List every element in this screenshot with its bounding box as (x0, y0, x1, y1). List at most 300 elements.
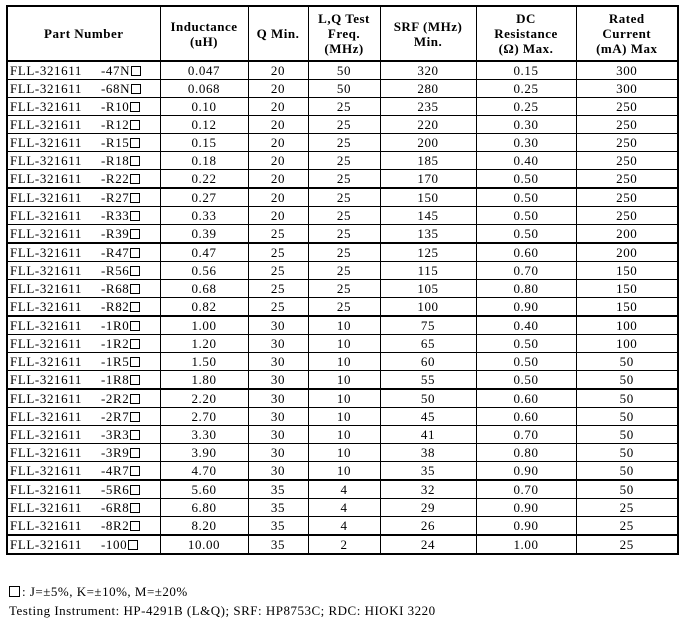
header-dcr-line2: Resistance (494, 26, 558, 41)
cell-srf: 135 (380, 225, 476, 244)
tolerance-text: : J=±5%, K=±10%, M=±20% (22, 584, 188, 599)
cell-test-freq: 10 (308, 389, 380, 408)
cell-rated-current: 25 (576, 535, 678, 554)
cell-dc-resistance: 0.50 (476, 335, 576, 353)
table-row (7, 517, 678, 536)
cell-dc-resistance: 0.40 (476, 316, 576, 335)
cell-test-freq: 50 (308, 61, 380, 80)
cell-srf: 55 (380, 371, 476, 390)
tolerance-box-icon (131, 66, 141, 76)
cell-dc-resistance: 0.80 (476, 280, 576, 298)
cell-q-min: 20 (248, 116, 308, 134)
cell-part-suffix (99, 335, 160, 353)
tolerance-box-icon (130, 357, 140, 367)
cell-part-base: FLL-321611 (7, 408, 99, 426)
cell-srf: 125 (380, 243, 476, 262)
cell-dc-resistance: 0.90 (476, 499, 576, 517)
cell-srf: 320 (380, 61, 476, 80)
cell-dc-resistance: 0.25 (476, 80, 576, 98)
header-current-line1: Rated (608, 11, 645, 26)
part-suffix-text: -3R9 (101, 445, 130, 460)
cell-dc-resistance: 0.50 (476, 207, 576, 225)
cell-part-base: FLL-321611 (7, 335, 99, 353)
tolerance-box-icon (9, 586, 20, 597)
part-suffix-text: -R10 (101, 99, 130, 114)
cell-part-base: FLL-321611 (7, 207, 99, 225)
cell-part-suffix (99, 353, 160, 371)
cell-rated-current: 150 (576, 298, 678, 317)
cell-dc-resistance: 0.80 (476, 444, 576, 462)
cell-srf: 60 (380, 353, 476, 371)
cell-part-suffix (99, 80, 160, 98)
cell-part-base: FLL-321611 (7, 188, 99, 207)
cell-part-base: FLL-321611 (7, 462, 99, 481)
tolerance-box-icon (130, 156, 140, 166)
cell-rated-current: 25 (576, 499, 678, 517)
cell-rated-current: 50 (576, 444, 678, 462)
header-part-number: Part Number (7, 6, 160, 61)
tolerance-box-icon (130, 412, 140, 422)
cell-part-suffix (99, 152, 160, 170)
table-row (7, 535, 678, 554)
cell-q-min: 30 (248, 408, 308, 426)
cell-dc-resistance: 0.90 (476, 298, 576, 317)
cell-rated-current: 150 (576, 262, 678, 280)
cell-inductance: 1.00 (160, 316, 248, 335)
cell-dc-resistance: 0.15 (476, 61, 576, 80)
cell-srf: 50 (380, 389, 476, 408)
part-suffix-text: -1R0 (101, 318, 130, 333)
cell-test-freq: 25 (308, 298, 380, 317)
cell-part-base: FLL-321611 (7, 389, 99, 408)
cell-test-freq: 10 (308, 426, 380, 444)
cell-srf: 220 (380, 116, 476, 134)
table-row (7, 335, 678, 353)
cell-inductance: 0.12 (160, 116, 248, 134)
cell-part-suffix (99, 426, 160, 444)
table-row (7, 170, 678, 189)
cell-part-suffix (99, 207, 160, 225)
cell-part-base: FLL-321611 (7, 316, 99, 335)
cell-dc-resistance: 0.70 (476, 426, 576, 444)
tolerance-box-icon (130, 375, 140, 385)
cell-srf: 45 (380, 408, 476, 426)
cell-q-min: 30 (248, 335, 308, 353)
tolerance-box-icon (130, 248, 140, 258)
cell-inductance: 1.80 (160, 371, 248, 390)
header-test-freq-line2: Freq. (327, 26, 361, 41)
cell-srf: 115 (380, 262, 476, 280)
cell-part-base: FLL-321611 (7, 444, 99, 462)
cell-rated-current: 250 (576, 188, 678, 207)
tolerance-box-icon (130, 521, 140, 531)
cell-q-min: 20 (248, 188, 308, 207)
cell-inductance: 4.70 (160, 462, 248, 481)
tolerance-box-icon (130, 302, 140, 312)
cell-srf: 200 (380, 134, 476, 152)
cell-inductance: 0.47 (160, 243, 248, 262)
cell-test-freq: 10 (308, 371, 380, 390)
tolerance-box-icon (130, 229, 140, 239)
cell-part-suffix (99, 371, 160, 390)
table-row (7, 426, 678, 444)
header-rated-current (576, 6, 678, 61)
part-suffix-text: -3R3 (101, 427, 130, 442)
table-row (7, 98, 678, 116)
cell-srf: 24 (380, 535, 476, 554)
part-suffix-text: -47N (101, 63, 131, 78)
cell-part-suffix (99, 408, 160, 426)
cell-test-freq: 10 (308, 408, 380, 426)
cell-rated-current: 250 (576, 152, 678, 170)
part-suffix-text: -1R2 (101, 336, 130, 351)
part-suffix-text: -R82 (101, 299, 130, 314)
cell-inductance: 1.20 (160, 335, 248, 353)
cell-dc-resistance: 0.50 (476, 170, 576, 189)
header-test-freq (308, 6, 380, 61)
cell-rated-current: 250 (576, 116, 678, 134)
cell-test-freq: 25 (308, 116, 380, 134)
cell-test-freq: 25 (308, 170, 380, 189)
table-row (7, 134, 678, 152)
table-row (7, 280, 678, 298)
cell-rated-current: 50 (576, 353, 678, 371)
part-suffix-text: -4R7 (101, 463, 130, 478)
tolerance-box-icon (128, 540, 138, 550)
header-inductance-line1: Inductance (170, 18, 238, 34)
cell-test-freq: 10 (308, 462, 380, 481)
part-suffix-text: -1R5 (101, 354, 130, 369)
cell-part-suffix (99, 170, 160, 189)
cell-rated-current: 250 (576, 170, 678, 189)
cell-dc-resistance: 0.50 (476, 371, 576, 390)
cell-rated-current: 200 (576, 243, 678, 262)
header-test-freq-line3: (MHz) (324, 41, 364, 56)
inductor-spec-table (6, 5, 679, 555)
table-row (7, 353, 678, 371)
cell-q-min: 25 (248, 225, 308, 244)
table-row (7, 80, 678, 98)
cell-inductance: 0.047 (160, 61, 248, 80)
cell-rated-current: 50 (576, 480, 678, 499)
spec-table-container (6, 5, 679, 555)
tolerance-box-icon (130, 284, 140, 294)
tolerance-box-icon (130, 102, 140, 112)
cell-part-suffix (99, 444, 160, 462)
cell-rated-current: 300 (576, 61, 678, 80)
cell-inductance: 2.70 (160, 408, 248, 426)
spec-table-body (7, 61, 678, 554)
cell-q-min: 20 (248, 207, 308, 225)
table-row (7, 444, 678, 462)
table-row (7, 61, 678, 80)
cell-srf: 105 (380, 280, 476, 298)
cell-rated-current: 50 (576, 371, 678, 390)
table-row (7, 152, 678, 170)
table-row (7, 480, 678, 499)
cell-inductance: 0.18 (160, 152, 248, 170)
cell-srf: 235 (380, 98, 476, 116)
part-suffix-text: -2R2 (101, 391, 130, 406)
cell-srf: 38 (380, 444, 476, 462)
table-row (7, 188, 678, 207)
cell-inductance: 0.33 (160, 207, 248, 225)
table-row (7, 262, 678, 280)
header-srf-line1: SRF (MHz) (393, 18, 463, 34)
cell-part-suffix (99, 188, 160, 207)
cell-q-min: 25 (248, 262, 308, 280)
cell-inductance: 0.82 (160, 298, 248, 317)
cell-part-base: FLL-321611 (7, 61, 99, 80)
part-suffix-text: -R56 (101, 263, 130, 278)
cell-q-min: 30 (248, 426, 308, 444)
cell-part-suffix (99, 134, 160, 152)
cell-part-base: FLL-321611 (7, 353, 99, 371)
cell-q-min: 30 (248, 316, 308, 335)
header-dcr-line3: (Ω) Max. (498, 41, 554, 56)
cell-test-freq: 2 (308, 535, 380, 554)
cell-test-freq: 25 (308, 134, 380, 152)
cell-test-freq: 25 (308, 98, 380, 116)
cell-part-base: FLL-321611 (7, 134, 99, 152)
tolerance-box-icon (130, 120, 140, 130)
part-suffix-text: -2R7 (101, 409, 130, 424)
cell-q-min: 20 (248, 98, 308, 116)
cell-q-min: 35 (248, 499, 308, 517)
cell-part-suffix (99, 389, 160, 408)
tolerance-box-icon (130, 211, 140, 221)
part-suffix-text: -5R6 (101, 482, 130, 497)
cell-part-base: FLL-321611 (7, 535, 99, 554)
notes (9, 582, 436, 620)
header-srf (380, 6, 476, 61)
cell-dc-resistance: 1.00 (476, 535, 576, 554)
part-suffix-text: -6R8 (101, 500, 130, 515)
part-suffix-text: -68N (101, 81, 131, 96)
table-row (7, 408, 678, 426)
part-suffix-text: -R39 (101, 226, 130, 241)
tolerance-box-icon (130, 266, 140, 276)
cell-srf: 170 (380, 170, 476, 189)
cell-rated-current: 200 (576, 225, 678, 244)
cell-srf: 41 (380, 426, 476, 444)
cell-rated-current: 25 (576, 517, 678, 536)
cell-inductance: 0.22 (160, 170, 248, 189)
cell-part-base: FLL-321611 (7, 80, 99, 98)
instrument-note: Testing Instrument: HP-4291B (L&Q); SRF: HP8753C; RDC: HIOKI 3220 (9, 603, 436, 618)
tolerance-box-icon (130, 485, 140, 495)
cell-test-freq: 25 (308, 262, 380, 280)
cell-inductance: 6.80 (160, 499, 248, 517)
cell-rated-current: 100 (576, 316, 678, 335)
table-row (7, 462, 678, 481)
cell-part-suffix (99, 243, 160, 262)
cell-part-base: FLL-321611 (7, 480, 99, 499)
cell-dc-resistance: 0.90 (476, 462, 576, 481)
cell-dc-resistance: 0.60 (476, 389, 576, 408)
cell-q-min: 35 (248, 535, 308, 554)
table-row (7, 243, 678, 262)
cell-srf: 185 (380, 152, 476, 170)
cell-srf: 145 (380, 207, 476, 225)
cell-test-freq: 25 (308, 188, 380, 207)
cell-inductance: 0.39 (160, 225, 248, 244)
cell-part-suffix (99, 98, 160, 116)
table-row (7, 116, 678, 134)
cell-part-suffix (99, 316, 160, 335)
cell-inductance: 3.30 (160, 426, 248, 444)
cell-q-min: 30 (248, 389, 308, 408)
cell-srf: 150 (380, 188, 476, 207)
cell-part-suffix (99, 280, 160, 298)
cell-rated-current: 250 (576, 207, 678, 225)
cell-dc-resistance: 0.50 (476, 225, 576, 244)
header-inductance (160, 6, 248, 61)
cell-srf: 29 (380, 499, 476, 517)
cell-q-min: 25 (248, 298, 308, 317)
tolerance-box-icon (130, 138, 140, 148)
cell-srf: 100 (380, 298, 476, 317)
cell-rated-current: 250 (576, 98, 678, 116)
cell-test-freq: 25 (308, 280, 380, 298)
cell-inductance: 0.68 (160, 280, 248, 298)
cell-test-freq: 50 (308, 80, 380, 98)
table-row (7, 316, 678, 335)
tolerance-box-icon (130, 466, 140, 476)
cell-srf: 35 (380, 462, 476, 481)
cell-srf: 65 (380, 335, 476, 353)
cell-q-min: 25 (248, 243, 308, 262)
table-row (7, 389, 678, 408)
cell-inductance: 5.60 (160, 480, 248, 499)
cell-inductance: 0.15 (160, 134, 248, 152)
header-srf-line2: Min. (413, 33, 443, 49)
cell-part-base: FLL-321611 (7, 225, 99, 244)
cell-q-min: 30 (248, 444, 308, 462)
cell-part-suffix (99, 535, 160, 554)
cell-rated-current: 150 (576, 280, 678, 298)
cell-inductance: 3.90 (160, 444, 248, 462)
cell-inductance: 1.50 (160, 353, 248, 371)
cell-dc-resistance: 0.70 (476, 262, 576, 280)
cell-q-min: 35 (248, 480, 308, 499)
cell-rated-current: 100 (576, 335, 678, 353)
cell-test-freq: 10 (308, 316, 380, 335)
cell-test-freq: 25 (308, 152, 380, 170)
cell-inductance: 8.20 (160, 517, 248, 536)
cell-part-base: FLL-321611 (7, 98, 99, 116)
cell-part-base: FLL-321611 (7, 298, 99, 317)
cell-part-suffix (99, 462, 160, 481)
cell-test-freq: 10 (308, 444, 380, 462)
cell-inductance: 0.27 (160, 188, 248, 207)
cell-part-suffix (99, 262, 160, 280)
cell-part-suffix (99, 499, 160, 517)
tolerance-note (9, 582, 436, 601)
cell-part-suffix (99, 116, 160, 134)
cell-srf: 280 (380, 80, 476, 98)
part-suffix-text: -R15 (101, 135, 130, 150)
table-row (7, 225, 678, 244)
header-row (7, 6, 678, 61)
cell-dc-resistance: 0.60 (476, 408, 576, 426)
cell-part-suffix (99, 480, 160, 499)
cell-q-min: 35 (248, 517, 308, 536)
tolerance-box-icon (130, 503, 140, 513)
tolerance-box-icon (130, 448, 140, 458)
part-suffix-text: -R22 (101, 171, 130, 186)
cell-part-base: FLL-321611 (7, 280, 99, 298)
cell-part-base: FLL-321611 (7, 116, 99, 134)
tolerance-box-icon (130, 321, 140, 331)
header-dc-resistance (476, 6, 576, 61)
cell-q-min: 30 (248, 371, 308, 390)
cell-rated-current: 300 (576, 80, 678, 98)
cell-part-suffix (99, 298, 160, 317)
cell-part-base: FLL-321611 (7, 426, 99, 444)
tolerance-box-icon (131, 84, 141, 94)
cell-test-freq: 4 (308, 499, 380, 517)
cell-q-min: 30 (248, 353, 308, 371)
cell-inductance: 0.068 (160, 80, 248, 98)
cell-test-freq: 4 (308, 480, 380, 499)
cell-dc-resistance: 0.90 (476, 517, 576, 536)
cell-q-min: 30 (248, 462, 308, 481)
cell-inductance: 2.20 (160, 389, 248, 408)
cell-part-base: FLL-321611 (7, 371, 99, 390)
cell-dc-resistance: 0.30 (476, 116, 576, 134)
cell-q-min: 20 (248, 61, 308, 80)
cell-srf: 32 (380, 480, 476, 499)
cell-q-min: 20 (248, 134, 308, 152)
cell-part-base: FLL-321611 (7, 243, 99, 262)
header-current-line2: Current (602, 26, 652, 41)
cell-dc-resistance: 0.50 (476, 188, 576, 207)
cell-srf: 75 (380, 316, 476, 335)
cell-part-suffix (99, 61, 160, 80)
table-row (7, 207, 678, 225)
part-suffix-text: -100 (101, 537, 128, 552)
cell-q-min: 20 (248, 152, 308, 170)
cell-test-freq: 4 (308, 517, 380, 536)
cell-part-base: FLL-321611 (7, 170, 99, 189)
header-test-freq-line1: L,Q Test (318, 11, 370, 26)
table-row (7, 499, 678, 517)
cell-dc-resistance: 0.70 (476, 480, 576, 499)
cell-part-suffix (99, 517, 160, 536)
cell-test-freq: 25 (308, 243, 380, 262)
tolerance-box-icon (130, 174, 140, 184)
cell-srf: 26 (380, 517, 476, 536)
header-inductance-line2: (uH) (190, 33, 219, 49)
tolerance-box-icon (130, 394, 140, 404)
part-suffix-text: -1R8 (101, 372, 130, 387)
cell-q-min: 20 (248, 170, 308, 189)
header-current-line3: (mA) Max (596, 41, 658, 56)
tolerance-box-icon (130, 430, 140, 440)
header-q-min: Q Min. (248, 6, 308, 61)
cell-part-base: FLL-321611 (7, 517, 99, 536)
cell-inductance: 10.00 (160, 535, 248, 554)
header-dcr-line1: DC (516, 11, 536, 26)
cell-dc-resistance: 0.30 (476, 134, 576, 152)
cell-rated-current: 50 (576, 426, 678, 444)
cell-inductance: 0.10 (160, 98, 248, 116)
cell-q-min: 20 (248, 80, 308, 98)
part-suffix-text: -8R2 (101, 518, 130, 533)
cell-rated-current: 50 (576, 462, 678, 481)
cell-test-freq: 25 (308, 207, 380, 225)
